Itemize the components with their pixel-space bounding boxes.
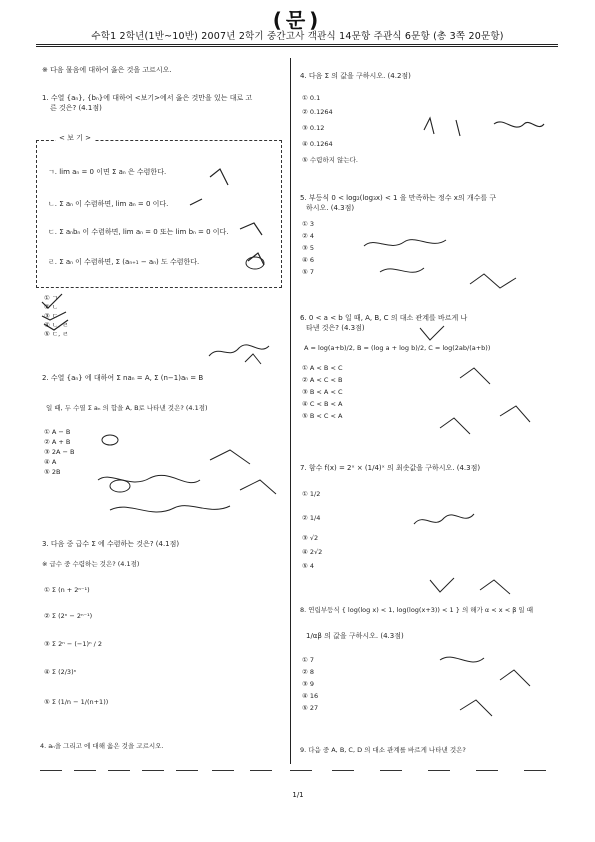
q6-option-3[interactable]: ③ B < A < C [302,388,343,396]
footer-blank-3 [108,770,130,771]
exam-header: 수학1 2학년(1반~10반) 2007년 2학기 중간고사 객관식 14문항 주관식 6문항 (총 3쪽 20문항) [91,31,504,42]
footer-blank-10 [380,770,402,771]
footer-blank-13 [524,770,546,771]
q3-option-3[interactable]: ③ Σ 2ⁿ − (−1)ⁿ / 2 [44,640,103,648]
footer-blank-11 [428,770,450,771]
bogi-label: < 보 기 > [56,134,94,143]
column-divider [290,58,291,764]
handwriting-bogi-marks [150,165,270,275]
q7-option-1[interactable]: ① 1/2 [302,490,321,498]
q8-text-line2: 1/αβ 의 값을 구하시오. (4.3점) [306,632,404,640]
q5-option-4[interactable]: ④ 6 [302,256,315,264]
q3-text-line2: ※ 급수 중 수렴하는 것은? (4.1점) [42,560,140,568]
q2-option-3[interactable]: ③ 2A − B [44,448,75,456]
q3-text: 3. 다음 중 급수 Σ 에 수렴하는 것은? (4.1점) [42,540,180,548]
q3-option-2[interactable]: ② Σ (2ⁿ − 2ⁿ⁻¹) [44,612,93,620]
q1-option-2[interactable]: ② ㄴ [44,303,59,311]
q4-text: 4. 다음 Σ 의 값을 구하시오. (4.2점) [300,72,411,80]
q6-option-2[interactable]: ② A < C < B [302,376,343,384]
bogi-item-4: ㄹ. Σ aₙ 이 수렴하면, Σ (aₙ₊₁ − aₙ) 도 수렴한다. [48,258,200,266]
q4-option-4[interactable]: ④ 0.1264 [302,140,333,148]
q9-text: 9. 다음 중 A, B, C, D 의 대소 관계를 바르게 나타낸 것은? [300,746,466,754]
q6-option-4[interactable]: ④ C < B < A [302,400,343,408]
q1-text-line2: 른 것은? (4.1점) [50,104,102,112]
q3-option-1[interactable]: ① Σ (n + 2ⁿ⁻¹) [44,586,90,594]
footer-blank-9 [332,770,354,771]
instruction-text: ※ 다음 물음에 대하여 옳은 것을 고르시오. [42,66,172,74]
footer-blank-2 [74,770,96,771]
footer-blank-8 [290,770,312,771]
q5-option-5[interactable]: ⑤ 7 [302,268,315,276]
footer-blank-5 [176,770,198,771]
q6-text-line1: 6. 0 < a < b 일 때, A, B, C 의 대소 관계를 바르게 나 [300,314,468,322]
handwriting-q4-work [420,114,550,144]
footer-blank-12 [476,770,498,771]
header-divider-thin [36,46,558,47]
bogi-item-3: ㄷ. Σ aₙbₙ 이 수렴하면, lim aₙ = 0 또는 lim bₙ = 0 이다. [48,228,229,236]
q6-formula: A = log(a+b)/2, B = (log a + log b)/2, C = log(2ab/(a+b)) [304,344,491,352]
bogi-item-2: ㄴ. Σ aₙ 이 수렴하면, lim aₙ = 0 이다. [48,200,169,208]
q4-option-3[interactable]: ③ 0.12 [302,124,325,132]
q1-option-4[interactable]: ④ ㄴ, ㄹ [44,321,69,329]
q2-option-2[interactable]: ② A + B [44,438,71,446]
q1-text-line1: 1. 수열 {aₙ}, {bₙ}에 대하여 <보기>에서 옳은 것만을 있는 대로 고 [42,94,253,102]
handwriting-q6-work [400,318,550,448]
q8-option-2[interactable]: ② 8 [302,668,315,676]
q7-option-5[interactable]: ⑤ 4 [302,562,315,570]
q4-option-1[interactable]: ① 0.1 [302,94,321,102]
q4-option-2[interactable]: ② 0.1264 [302,108,333,116]
q5-text-line1: 5. 부등식 0 < log₂(log₃x) < 1 을 만족하는 정수 x의 개수를 구 [300,194,497,202]
q8-option-5[interactable]: ⑤ 27 [302,704,319,712]
q5-option-3[interactable]: ③ 5 [302,244,315,252]
q7-option-4[interactable]: ④ 2√2 [302,548,323,556]
q7-option-3[interactable]: ③ √2 [302,534,319,542]
handwriting-q2-top [205,336,285,366]
q7-text: 7. 함수 f(x) = 2ˣ × (1/4)ˣ 의 최솟값을 구하시오. (4.3점) [300,464,481,472]
handwriting-q1-check [40,290,70,340]
handwriting-q5-work [360,232,540,302]
q3-option-5[interactable]: ⑤ Σ (1/n − 1/(n+1)) [44,698,109,706]
q4-option-5[interactable]: ⑤ 수렴하지 않는다. [302,156,358,164]
q5-text-line2: 하시오. (4.3점) [306,204,355,212]
q5-option-1[interactable]: ① 3 [302,220,315,228]
q6-option-1[interactable]: ① A < B < C [302,364,343,372]
footer-blank-4 [142,770,164,771]
q3-option-4[interactable]: ④ Σ (2/3)ⁿ [44,668,77,676]
footer-blank-1 [40,770,62,771]
footer-blank-6 [212,770,234,771]
q5-option-2[interactable]: ② 4 [302,232,315,240]
q7-option-2[interactable]: ② 1/4 [302,514,321,522]
q2-option-5[interactable]: ⑤ 2B [44,468,61,476]
handwriting-q2-work [90,420,290,540]
header-divider [36,44,558,45]
q2-text: 2. 수열 {aₙ} 에 대하여 Σ naₙ = A, Σ (n−1)aₙ = B [42,374,204,382]
q6-text-line2: 타낸 것은? (4.3점) [306,324,365,332]
q8-text-line1: 8. 연립부등식 { log(log x) < 1, log(log(x+3)) < 1 } 의 해가 α < x < β 일 때 [300,606,534,614]
q8-option-4[interactable]: ④ 16 [302,692,319,700]
handwriting-q8-work [420,570,560,730]
q1-option-5[interactable]: ⑤ ㄷ, ㄹ [44,330,69,338]
q6-option-5[interactable]: ⑤ B < C < A [302,412,343,420]
footer-blank-7 [250,770,272,771]
q1-option-1[interactable]: ① ㄱ [44,294,59,302]
q1-option-3[interactable]: ③ ㄷ [44,312,59,320]
q8-option-1[interactable]: ① 7 [302,656,315,664]
q4-left-bottom-text: 4. aₙ을 그리고 에 대해 옳은 것을 고르시오. [40,742,164,750]
q2-text-line2: 일 때, 두 수열 Σ aₙ 의 합을 A, B로 나타낸 것은? (4.1점) [46,404,208,412]
page-number: 1/1 [292,791,304,799]
bogi-item-1: ㄱ. lim aₙ = 0 이면 Σ aₙ 은 수렴한다. [48,168,167,176]
q8-option-3[interactable]: ③ 9 [302,680,315,688]
q2-option-4[interactable]: ④ A [44,458,57,466]
handwriting-q7-work [410,500,490,540]
page-title: (문) [272,8,323,32]
q2-option-1[interactable]: ① A − B [44,428,71,436]
